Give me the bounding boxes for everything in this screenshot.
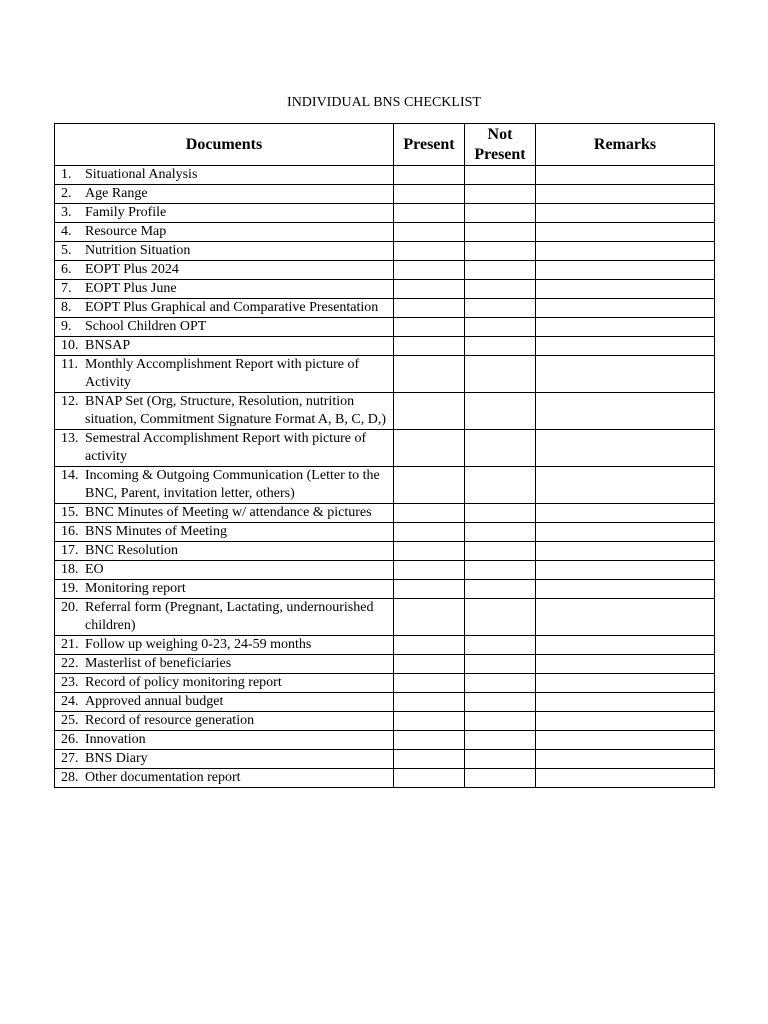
present-checkbox-cell[interactable] bbox=[394, 750, 465, 769]
remarks-cell[interactable] bbox=[536, 731, 715, 750]
document-item-text: Semestral Accomplishment Report with picture of activity bbox=[85, 431, 367, 464]
table-row bbox=[55, 636, 715, 655]
document-item bbox=[55, 580, 393, 598]
not-present-checkbox-cell[interactable] bbox=[465, 356, 536, 393]
document-cell bbox=[55, 674, 394, 693]
remarks-cell[interactable] bbox=[536, 561, 715, 580]
document-item-number: 4. bbox=[61, 224, 72, 239]
table-row bbox=[55, 337, 715, 356]
document-item bbox=[55, 204, 393, 222]
remarks-cell[interactable] bbox=[536, 337, 715, 356]
remarks-cell[interactable] bbox=[536, 655, 715, 674]
table-row bbox=[55, 467, 715, 504]
document-item-text: Follow up weighing 0-23, 24-59 months bbox=[85, 637, 312, 652]
table-row bbox=[55, 356, 715, 393]
document-item-text: Monthly Accomplishment Report with picture of Activity bbox=[85, 357, 360, 390]
document-item bbox=[55, 712, 393, 730]
document-cell bbox=[55, 223, 394, 242]
document-cell bbox=[55, 299, 394, 318]
document-item-number: 10. bbox=[61, 338, 79, 353]
document-item-number: 5. bbox=[61, 243, 72, 258]
table-row bbox=[55, 261, 715, 280]
document-item-number: 13. bbox=[61, 431, 79, 446]
present-checkbox-cell[interactable] bbox=[394, 693, 465, 712]
document-cell bbox=[55, 204, 394, 223]
document-item bbox=[55, 674, 393, 692]
present-checkbox-cell[interactable] bbox=[394, 318, 465, 337]
document-item-number: 3. bbox=[61, 205, 72, 220]
document-item-number: 28. bbox=[61, 770, 79, 785]
present-checkbox-cell[interactable] bbox=[394, 636, 465, 655]
remarks-cell[interactable] bbox=[536, 750, 715, 769]
not-present-checkbox-cell[interactable] bbox=[465, 166, 536, 185]
document-cell bbox=[55, 504, 394, 523]
present-checkbox-cell[interactable] bbox=[394, 337, 465, 356]
not-present-checkbox-cell[interactable] bbox=[465, 674, 536, 693]
header-not-present-line1: Not bbox=[487, 125, 513, 143]
present-checkbox-cell[interactable] bbox=[394, 204, 465, 223]
present-checkbox-cell[interactable] bbox=[394, 393, 465, 430]
document-item-text: BNAP Set (Org, Structure, Resolution, nutrition situation, Commitment Signature Format A, B, C, D,) bbox=[85, 394, 386, 427]
document-item-number: 23. bbox=[61, 675, 79, 690]
table-row bbox=[55, 430, 715, 467]
table-row bbox=[55, 523, 715, 542]
present-checkbox-cell[interactable] bbox=[394, 280, 465, 299]
document-item-number: 18. bbox=[61, 562, 79, 577]
document-item bbox=[55, 242, 393, 260]
table-row bbox=[55, 542, 715, 561]
document-item bbox=[55, 636, 393, 654]
remarks-cell[interactable] bbox=[536, 580, 715, 599]
document-cell bbox=[55, 185, 394, 204]
remarks-cell[interactable] bbox=[536, 204, 715, 223]
document-cell bbox=[55, 655, 394, 674]
table-row bbox=[55, 393, 715, 430]
present-checkbox-cell[interactable] bbox=[394, 769, 465, 788]
document-item-number: 15. bbox=[61, 505, 79, 520]
remarks-cell[interactable] bbox=[536, 769, 715, 788]
remarks-cell[interactable] bbox=[536, 636, 715, 655]
not-present-checkbox-cell[interactable] bbox=[465, 693, 536, 712]
remarks-cell[interactable] bbox=[536, 599, 715, 636]
document-item bbox=[55, 731, 393, 749]
table-row bbox=[55, 561, 715, 580]
not-present-checkbox-cell[interactable] bbox=[465, 523, 536, 542]
present-checkbox-cell[interactable] bbox=[394, 467, 465, 504]
table-row bbox=[55, 504, 715, 523]
document-item-number: 1. bbox=[61, 167, 72, 182]
document-cell bbox=[55, 318, 394, 337]
present-checkbox-cell[interactable] bbox=[394, 299, 465, 318]
document-cell bbox=[55, 542, 394, 561]
document-cell bbox=[55, 599, 394, 636]
present-checkbox-cell[interactable] bbox=[394, 655, 465, 674]
document-item-text: Resource Map bbox=[85, 224, 167, 239]
present-checkbox-cell[interactable] bbox=[394, 731, 465, 750]
not-present-checkbox-cell[interactable] bbox=[465, 318, 536, 337]
document-cell bbox=[55, 712, 394, 731]
document-item bbox=[55, 166, 393, 184]
checklist-table bbox=[54, 123, 715, 788]
not-present-checkbox-cell[interactable] bbox=[465, 185, 536, 204]
not-present-checkbox-cell[interactable] bbox=[465, 504, 536, 523]
document-cell bbox=[55, 356, 394, 393]
present-checkbox-cell[interactable] bbox=[394, 430, 465, 467]
document-item bbox=[55, 467, 393, 503]
remarks-cell[interactable] bbox=[536, 712, 715, 731]
document-cell bbox=[55, 750, 394, 769]
document-item bbox=[55, 337, 393, 355]
not-present-checkbox-cell[interactable] bbox=[465, 204, 536, 223]
document-item-number: 8. bbox=[61, 300, 72, 315]
present-checkbox-cell[interactable] bbox=[394, 712, 465, 731]
document-cell bbox=[55, 731, 394, 750]
document-item-number: 22. bbox=[61, 656, 79, 671]
not-present-checkbox-cell[interactable] bbox=[465, 580, 536, 599]
document-item-number: 16. bbox=[61, 524, 79, 539]
document-cell bbox=[55, 580, 394, 599]
document-cell bbox=[55, 280, 394, 299]
header-not-present bbox=[465, 124, 536, 166]
present-checkbox-cell[interactable] bbox=[394, 185, 465, 204]
document-item-number: 6. bbox=[61, 262, 72, 277]
document-item bbox=[55, 356, 393, 392]
document-item-text: EOPT Plus 2024 bbox=[85, 262, 179, 277]
document-cell bbox=[55, 561, 394, 580]
document-cell bbox=[55, 636, 394, 655]
document-item bbox=[55, 261, 393, 279]
document-item-text: BNSAP bbox=[85, 338, 131, 353]
table-row bbox=[55, 185, 715, 204]
table-row bbox=[55, 769, 715, 788]
document-item-number: 9. bbox=[61, 319, 72, 334]
table-row bbox=[55, 580, 715, 599]
document-item bbox=[55, 561, 393, 579]
document-item-text: Age Range bbox=[85, 186, 148, 201]
document-item bbox=[55, 769, 393, 787]
document-item-text: BNC Minutes of Meeting w/ attendance & pictures bbox=[85, 505, 372, 520]
remarks-cell[interactable] bbox=[536, 166, 715, 185]
not-present-checkbox-cell[interactable] bbox=[465, 712, 536, 731]
document-item-text: Record of resource generation bbox=[85, 713, 255, 728]
document-item bbox=[55, 542, 393, 560]
document-item bbox=[55, 599, 393, 635]
remarks-cell[interactable] bbox=[536, 693, 715, 712]
document-item-text: EOPT Plus Graphical and Comparative Presentation bbox=[85, 300, 379, 315]
remarks-cell[interactable] bbox=[536, 504, 715, 523]
present-checkbox-cell[interactable] bbox=[394, 242, 465, 261]
document-item-text: EO bbox=[85, 562, 104, 577]
not-present-checkbox-cell[interactable] bbox=[465, 561, 536, 580]
document-cell bbox=[55, 693, 394, 712]
table-row bbox=[55, 674, 715, 693]
document-cell bbox=[55, 242, 394, 261]
present-checkbox-cell[interactable] bbox=[394, 674, 465, 693]
document-item-text: EOPT Plus June bbox=[85, 281, 177, 296]
remarks-cell[interactable] bbox=[536, 467, 715, 504]
not-present-checkbox-cell[interactable] bbox=[465, 599, 536, 636]
document-item-number: 21. bbox=[61, 637, 79, 652]
present-checkbox-cell[interactable] bbox=[394, 561, 465, 580]
checklist-body bbox=[55, 166, 715, 788]
document-item bbox=[55, 185, 393, 203]
header-remarks: Remarks bbox=[536, 124, 715, 166]
not-present-checkbox-cell[interactable] bbox=[465, 242, 536, 261]
document-item-number: 7. bbox=[61, 281, 72, 296]
table-row bbox=[55, 318, 715, 337]
document-item-number: 14. bbox=[61, 468, 79, 483]
document-item-number: 27. bbox=[61, 751, 79, 766]
present-checkbox-cell[interactable] bbox=[394, 261, 465, 280]
remarks-cell[interactable] bbox=[536, 280, 715, 299]
document-item-number: 20. bbox=[61, 600, 79, 615]
not-present-checkbox-cell[interactable] bbox=[465, 655, 536, 674]
document-item-text: BNS Minutes of Meeting bbox=[85, 524, 227, 539]
document-cell bbox=[55, 467, 394, 504]
document-item-text: Innovation bbox=[85, 732, 146, 747]
document-cell bbox=[55, 337, 394, 356]
present-checkbox-cell[interactable] bbox=[394, 356, 465, 393]
document-item-text: Referral form (Pregnant, Lactating, undernourished children) bbox=[85, 600, 374, 633]
remarks-cell[interactable] bbox=[536, 299, 715, 318]
document-item bbox=[55, 655, 393, 673]
not-present-checkbox-cell[interactable] bbox=[465, 636, 536, 655]
present-checkbox-cell[interactable] bbox=[394, 580, 465, 599]
table-row bbox=[55, 204, 715, 223]
table-row bbox=[55, 693, 715, 712]
remarks-cell[interactable] bbox=[536, 393, 715, 430]
document-item bbox=[55, 523, 393, 541]
present-checkbox-cell[interactable] bbox=[394, 223, 465, 242]
table-header-row bbox=[55, 124, 715, 166]
document-cell bbox=[55, 430, 394, 467]
document-item-number: 26. bbox=[61, 732, 79, 747]
table-row bbox=[55, 655, 715, 674]
document-item bbox=[55, 750, 393, 768]
present-checkbox-cell[interactable] bbox=[394, 523, 465, 542]
present-checkbox-cell[interactable] bbox=[394, 166, 465, 185]
remarks-cell[interactable] bbox=[536, 185, 715, 204]
remarks-cell[interactable] bbox=[536, 242, 715, 261]
header-present: Present bbox=[394, 124, 465, 166]
document-item-text: Situational Analysis bbox=[85, 167, 198, 182]
remarks-cell[interactable] bbox=[536, 356, 715, 393]
present-checkbox-cell[interactable] bbox=[394, 504, 465, 523]
document-item-number: 17. bbox=[61, 543, 79, 558]
document-item-number: 19. bbox=[61, 581, 79, 596]
document-item-number: 11. bbox=[61, 357, 78, 372]
document-item-text: Monitoring report bbox=[85, 581, 186, 596]
document-item bbox=[55, 393, 393, 429]
document-item bbox=[55, 299, 393, 317]
document-item-text: Record of policy monitoring report bbox=[85, 675, 282, 690]
table-row bbox=[55, 280, 715, 299]
not-present-checkbox-cell[interactable] bbox=[465, 542, 536, 561]
table-row bbox=[55, 299, 715, 318]
document-item bbox=[55, 223, 393, 241]
not-present-checkbox-cell[interactable] bbox=[465, 337, 536, 356]
document-item bbox=[55, 318, 393, 336]
document-item bbox=[55, 693, 393, 711]
remarks-cell[interactable] bbox=[536, 674, 715, 693]
remarks-cell[interactable] bbox=[536, 223, 715, 242]
not-present-checkbox-cell[interactable] bbox=[465, 430, 536, 467]
document-item-text: Family Profile bbox=[85, 205, 167, 220]
remarks-cell[interactable] bbox=[536, 542, 715, 561]
document-item-number: 25. bbox=[61, 713, 79, 728]
document-cell bbox=[55, 769, 394, 788]
present-checkbox-cell[interactable] bbox=[394, 599, 465, 636]
document-title: INDIVIDUAL BNS CHECKLIST bbox=[287, 95, 481, 110]
remarks-cell[interactable] bbox=[536, 523, 715, 542]
not-present-checkbox-cell[interactable] bbox=[465, 393, 536, 430]
table-row bbox=[55, 242, 715, 261]
document-item-text: BNC Resolution bbox=[85, 543, 178, 558]
table-row bbox=[55, 750, 715, 769]
remarks-cell[interactable] bbox=[536, 261, 715, 280]
document-cell bbox=[55, 523, 394, 542]
document-item bbox=[55, 430, 393, 466]
document-cell bbox=[55, 393, 394, 430]
document-cell bbox=[55, 261, 394, 280]
not-present-checkbox-cell[interactable] bbox=[465, 223, 536, 242]
remarks-cell[interactable] bbox=[536, 430, 715, 467]
remarks-cell[interactable] bbox=[536, 318, 715, 337]
not-present-checkbox-cell[interactable] bbox=[465, 280, 536, 299]
table-row bbox=[55, 731, 715, 750]
document-item-text: BNS Diary bbox=[85, 751, 148, 766]
document-item-number: 12. bbox=[61, 394, 79, 409]
document-item bbox=[55, 280, 393, 298]
document-item-number: 2. bbox=[61, 186, 72, 201]
not-present-checkbox-cell[interactable] bbox=[465, 299, 536, 318]
document-item-text: Approved annual budget bbox=[85, 694, 224, 709]
document-cell bbox=[55, 166, 394, 185]
document-item-text: Incoming & Outgoing Communication (Letter to the BNC, Parent, invitation letter, others) bbox=[85, 468, 380, 501]
document-item-number: 24. bbox=[61, 694, 79, 709]
table-row bbox=[55, 599, 715, 636]
header-not-present-line2: Present bbox=[474, 145, 526, 163]
table-row bbox=[55, 223, 715, 242]
document-item-text: Masterlist of beneficiaries bbox=[85, 656, 232, 671]
document-item-text: Nutrition Situation bbox=[85, 243, 191, 258]
document-item-text: Other documentation report bbox=[85, 770, 241, 785]
table-row bbox=[55, 712, 715, 731]
not-present-checkbox-cell[interactable] bbox=[465, 750, 536, 769]
table-row bbox=[55, 166, 715, 185]
not-present-checkbox-cell[interactable] bbox=[465, 261, 536, 280]
header-documents: Documents bbox=[55, 124, 394, 166]
not-present-checkbox-cell[interactable] bbox=[465, 769, 536, 788]
not-present-checkbox-cell[interactable] bbox=[465, 731, 536, 750]
not-present-checkbox-cell[interactable] bbox=[465, 467, 536, 504]
document-item bbox=[55, 504, 393, 522]
document-item-text: School Children OPT bbox=[85, 319, 207, 334]
present-checkbox-cell[interactable] bbox=[394, 542, 465, 561]
